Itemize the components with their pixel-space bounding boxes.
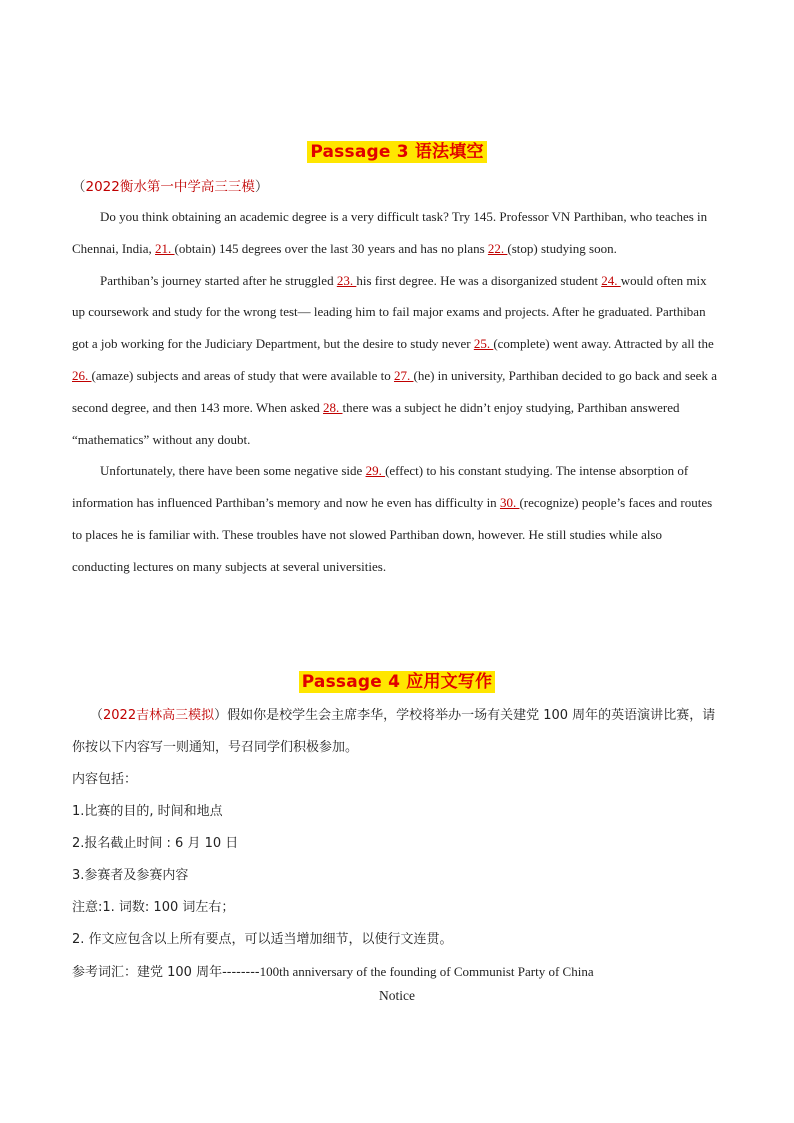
passage-text: (obtain) 145 degrees over the last 30 years and has no plans xyxy=(174,240,488,256)
blank-number: 28. xyxy=(323,399,343,415)
passage-text: would often mix up coursework and study for the wrong test— leading him to fail major exams and projects. After he graduated. Parthiban got a job working for the Judiciary Department, but the desire to study never xyxy=(72,272,707,352)
blank-number: 27. xyxy=(393,367,414,383)
passage-text: (amaze) subjects and areas of study that were available to xyxy=(91,367,394,383)
blank-number: 21. xyxy=(155,240,175,256)
blank-number: 22. xyxy=(487,240,508,256)
blank-number: 25. xyxy=(473,336,494,352)
reference-vocab xyxy=(72,956,722,989)
blank-number: 30. xyxy=(499,495,520,511)
paragraph xyxy=(72,455,722,582)
blank-number: 29. xyxy=(365,463,386,479)
paragraph xyxy=(72,265,722,456)
paragraph xyxy=(72,201,722,265)
source-open-paren: （ xyxy=(72,179,86,195)
passage-text: (effect) to his constant studying. The intense absorption of information has influenced Parthiban’s memory and now he even has difficulty in xyxy=(72,463,689,511)
reference-english: 100th anniversary of the founding of Communist Party of China xyxy=(259,964,594,979)
reference-label: 参考词汇：建党 100 周年-------- xyxy=(72,965,260,980)
note-line-2: 2. 作文应包含以上所有要点，可以适当增加细节，以使行文连贯。 xyxy=(72,932,453,947)
passage-text: (complete) went away. Attracted by all the xyxy=(493,336,714,352)
content-item: 3.参赛者及参赛内容 xyxy=(72,868,189,883)
blank-number: 24. xyxy=(601,272,621,288)
passage-3-source xyxy=(72,175,268,195)
passage-3-body xyxy=(72,201,722,583)
passage-text: (recognize) people’s faces and routes to places he is familiar with. These troubles have not slowed Parthiban down, however. He still studies while also conducting lectures on many subjects at several universities. xyxy=(72,495,713,574)
intro-source: 2022吉林高三模拟 xyxy=(103,708,215,723)
intro-open-paren: （ xyxy=(90,708,104,723)
blank-number: 26. xyxy=(72,367,92,383)
source-name: 2022衡水第一中学高三三模 xyxy=(85,179,255,195)
note-line-1: 注意:1. 词数: 100 词左右； xyxy=(72,900,235,915)
notice-title: Notice xyxy=(379,988,415,1003)
passage-4-intro xyxy=(72,700,722,764)
content-label: 内容包括： xyxy=(72,772,138,787)
passage-text: his first degree. He was a disorganized student xyxy=(356,272,602,288)
content-item: 1.比赛的目的, 时间和地点 xyxy=(72,804,223,819)
blank-number: 23. xyxy=(336,272,357,288)
source-close-paren: ） xyxy=(254,179,269,195)
passage-3-heading-text: Passage 3 语法填空 xyxy=(307,141,486,163)
passage-3-heading xyxy=(0,137,794,162)
passage-text: Do you think obtaining an academic degree is a very difficult task? Try 145. Professor VN Parthiban, who teaches in Chennai, India, xyxy=(72,209,708,256)
passage-text: (he) in university, Parthiban decided to go back and seek a second degree, and then 143 more. When asked xyxy=(72,367,717,415)
passage-text: (stop) studying soon. xyxy=(507,240,617,256)
passage-4-body xyxy=(72,700,722,989)
passage-text: Unfortunately, there have been some negative side xyxy=(100,463,366,479)
content-item: 2.报名截止时间 : 6 月 10 日 xyxy=(72,836,239,851)
passage-text: Parthiban’s journey started after he struggled xyxy=(100,272,337,288)
intro-text: ）假如你是校学生会主席李华，学校将举办一场有关建党 100 周年的英语演讲比赛，请你按以下内容写一则通知，号召同学们积极参加。 xyxy=(72,708,716,755)
passage-4-heading xyxy=(0,667,794,692)
passage-4-heading-text: Passage 4 应用文写作 xyxy=(299,671,496,693)
passage-text: there was a subject he didn’t enjoy studying, Parthiban answered “mathematics” without any doubt. xyxy=(72,399,680,447)
